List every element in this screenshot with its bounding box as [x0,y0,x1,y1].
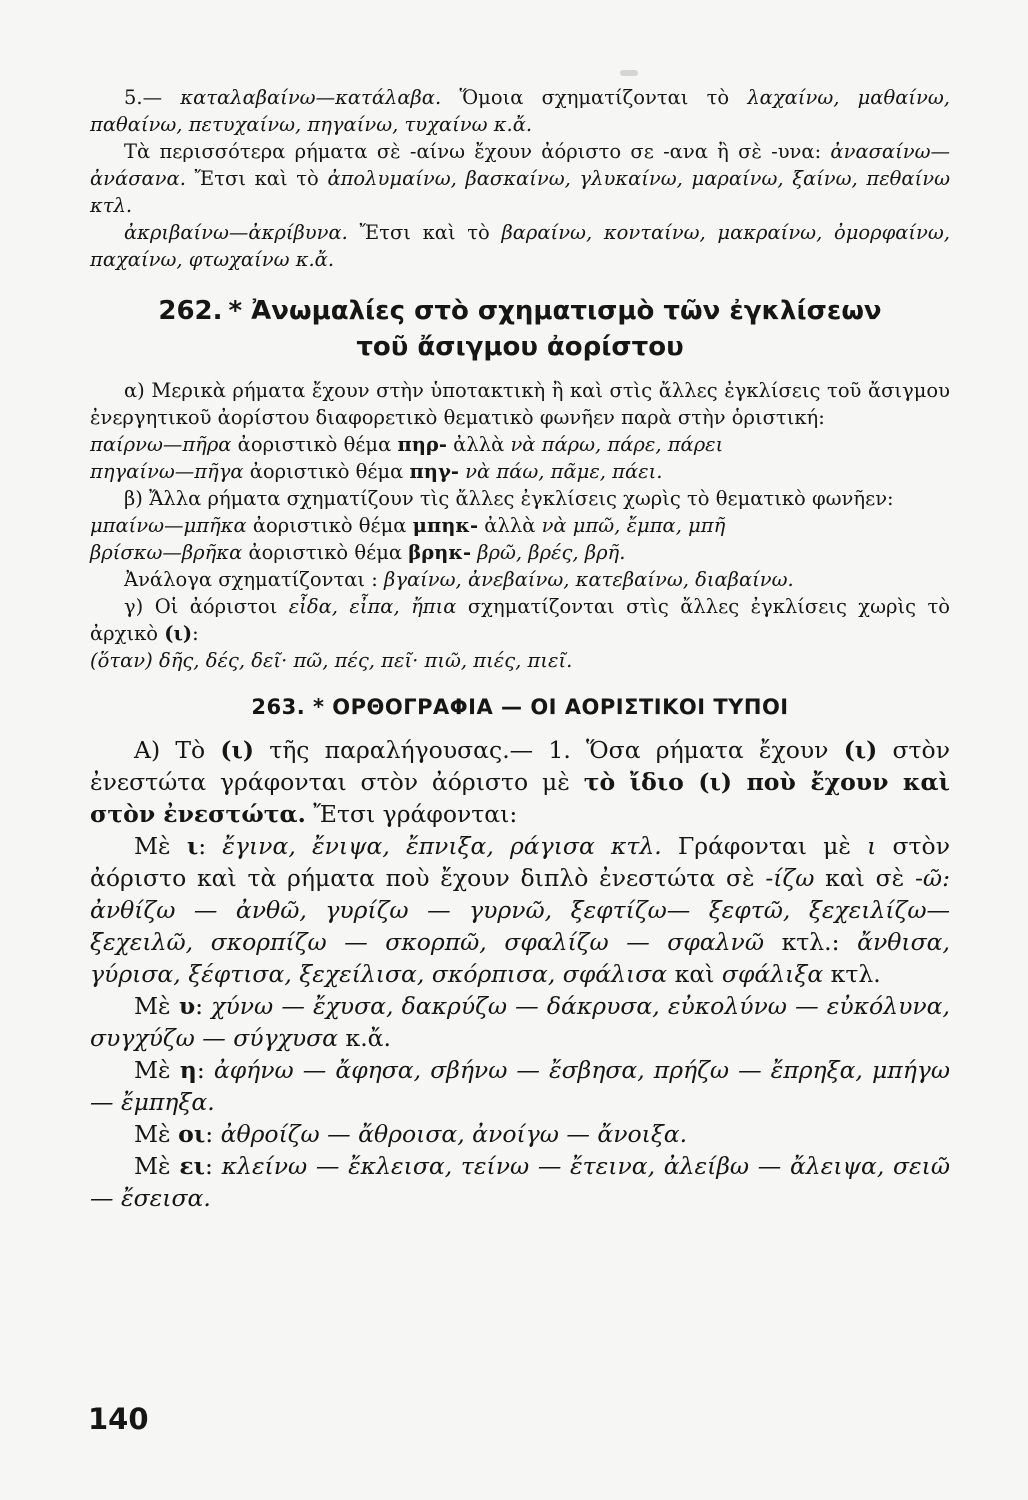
para-263-A: Α) Τὸ (ι) τῆς παραλήγουσας.— 1. Ὅσα ρήματα ἔχουν (ι) στὸν ἐνεστώτα γράφονται στὸν ἀόριστο μὲ τὸ ἴδιο (ι) ποὺ ἔχουν καὶ στὸν ἐνεστώτα. Ἔτσι γράφονται: [90,736,951,828]
para-263-iota: Μὲ ι: ἔγινα, ἔνιψα, ἔπνιξα, ράγισα κτλ. Γράφονται μὲ ι στὸν ἀόριστο καὶ τὰ ρήματα ποὺ ἔχουν διπλὸ ἐνεστώτα σὲ -ίζω καὶ σὲ -ῶ: ἀνθίζω — ἀνθῶ, γυρίζω — γυρνῶ, ξεφτίζω— ξεφτῶ, ξεχειλίζω—ξεχειλῶ, σκορπίζω — σκορπῶ, σφαλίζω — σφαλνῶ κτλ.: ἄνθισα, γύρισα, ξέφτισα, ξεχείλισα, σκόρπισα, σφάλισα καὶ σφάλιξα κτλ. [90,832,950,988]
intro-block [90,84,950,273]
intro-para-5: 5.— καταλαβαίνω—κατάλαβα. Ὅμοια σχηματίζονται τὸ λαχαίνω, μαθαίνω, παθαίνω, πετυχαίνω, πηγαίνω, τυχαίνω κ.ἄ. [90,86,950,136]
para-262-c: γ) Οἱ ἀόριστοι εἶδα, εἶπα, ἤπια σχηματίζονται στὶς ἄλλες ἐγκλίσεις χωρὶς τὸ ἀρχικὸ (ι): [90,595,951,645]
para-263-eta: Μὲ η: ἀφήνω — ἄφησα, σβήνω — ἔσβησα, πρήζω — ἔπρηξα, μπήγω — ἔμπηξα. [90,1056,950,1116]
section-263-title: * ΟΡΘΟΓΡΑΦΙΑ — ΟΙ ΑΟΡΙΣΤΙΚΟΙ ΤΥΠΟΙ [313,695,789,719]
book-page [90,84,950,1214]
section-262-body [90,377,950,674]
example-262-c: (ὅταν) δῆς, δές, δεῖ· πῶ, πές, πεῖ· πιῶ, πιές, πιεῖ. [90,649,573,672]
example-262-a2: πηγαίνω—πῆγα ἀοριστικὸ θέμα πηγ- νὰ πάω, πᾶμε, πάει. [90,460,663,483]
intro-para-3: ἀκριβαίνω—ἀκρίβυνα. Ἔτσι καὶ τὸ βαραίνω, κονταίνω, μακραίνω, ὀμορφαίνω, παχαίνω, φτωχαίνω κ.ἄ. [90,221,950,271]
print-speck [620,70,638,76]
section-262-title-line1: * Ἀνωμαλίες στὸ σχηματισμὸ τῶν ἐγκλίσεων [228,296,882,326]
example-262-b1: μπαίνω—μπῆκα ἀοριστικὸ θέμα μπηκ- ἀλλὰ νὰ μπῶ, ἔμπα, μπῆ [90,514,726,537]
section-263-heading [90,692,950,722]
intro-para-2: Τὰ περισσότερα ρήματα σὲ -αίνω ἔχουν ἀόριστο σε -ανα ἢ σὲ -υνα: ἀνασαίνω—ἀνάσανα. Ἔτσι καὶ τὸ ἀπολυμαίνω, βασκαίνω, γλυκαίνω, μαραίνω, ξαίνω, πεθαίνω κτλ. [90,140,950,217]
para-262-a: α) Μερικὰ ρήματα ἔχουν στὴν ὑποτακτικὴ ἢ καὶ στὶς ἄλλες ἐγκλίσεις τοῦ ἄσιγμου ἐνεργητικοῦ ἀορίστου διαφορετικὸ θεματικὸ φωνῆεν παρὰ στὴν ὁριστική: [90,379,950,429]
example-262-a1: παίρνω—πῆρα ἀοριστικὸ θέμα πηρ- ἀλλὰ νὰ πάρω, πάρε, πάρει [90,433,724,456]
section-263-body [90,734,950,1214]
section-262-number: 262. [158,296,223,326]
para-262-b-analog: Ἀνάλογα σχηματίζονται : βγαίνω, ἀνεβαίνω, κατεβαίνω, διαβαίνω. [124,568,794,591]
para-263-ei: Μὲ ει: κλείνω — ἔκλεισα, τείνω — ἔτεινα, ἀλείβω — ἄλειψα, σειῶ — ἔσεισα. [90,1152,951,1212]
example-262-b2: βρίσκω—βρῆκα ἀοριστικὸ θέμα βρηκ- βρῶ, βρές, βρῆ. [90,541,626,564]
section-262-heading [90,293,950,365]
para-262-b: β) Ἄλλα ρήματα σχηματίζουν τὶς ἄλλες ἐγκλίσεις χωρὶς τὸ θεματικὸ φωνῆεν: [124,487,894,510]
page-number: 140 [88,1402,149,1436]
section-262-title-line2: τοῦ ἄσιγμου ἀορίστου [356,332,684,362]
section-263-number: 263. [251,695,306,719]
para-263-oi: Μὲ οι: ἀθροίζω — ἄθροισα, ἀνοίγω — ἄνοιξα. [134,1120,688,1148]
para-263-upsilon: Μὲ υ: χύνω — ἔχυσα, δακρύζω — δάκρυσα, εὐκολύνω — εὐκόλυνα, συγχύζω — σύγχυσα κ.ἄ. [90,992,950,1052]
